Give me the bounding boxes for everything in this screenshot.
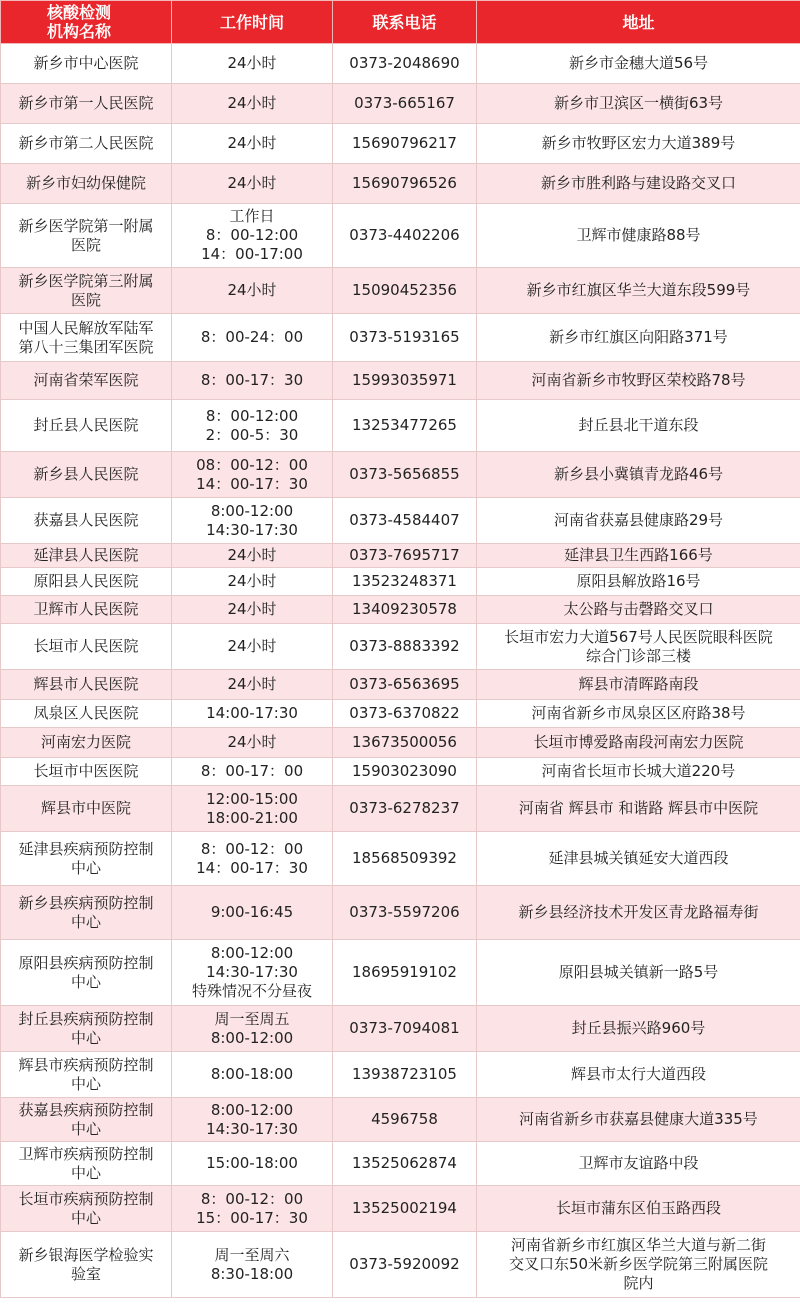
institution-name: 新乡县疾病预防控制 中心 xyxy=(1,886,172,940)
phone-number: 13523248371 xyxy=(333,568,477,596)
phone-number: 13673500056 xyxy=(333,728,477,758)
institution-name: 新乡市中心医院 xyxy=(1,44,172,84)
institution-name: 获嘉县疾病预防控制 中心 xyxy=(1,1098,172,1142)
table-row xyxy=(1,596,800,624)
working-hours: 工作日 8：00-12:00 14：00-17:00 xyxy=(172,204,333,268)
address: 新乡市红旗区向阳路371号 xyxy=(477,314,800,362)
working-hours: 24小时 xyxy=(172,164,333,204)
working-hours: 24小时 xyxy=(172,670,333,700)
working-hours: 24小时 xyxy=(172,268,333,314)
institution-name: 新乡市第一人民医院 xyxy=(1,84,172,124)
phone-number: 13525002194 xyxy=(333,1186,477,1232)
phone-number: 13938723105 xyxy=(333,1052,477,1098)
institution-name: 中国人民解放军陆军 第八十三集团军医院 xyxy=(1,314,172,362)
working-hours: 8:00-18:00 xyxy=(172,1052,333,1098)
working-hours: 8：00-12：00 14：00-17：30 xyxy=(172,832,333,886)
header-institution: 核酸检测 机构名称 xyxy=(1,1,172,44)
table-row xyxy=(1,886,800,940)
working-hours: 24小时 xyxy=(172,596,333,624)
phone-number: 4596758 xyxy=(333,1098,477,1142)
working-hours: 周一至周五 8:00-12:00 xyxy=(172,1006,333,1052)
address: 河南省新乡市红旗区华兰大道与新二街 交叉口东50米新乡医学院第三附属医院 院内 xyxy=(477,1232,800,1298)
working-hours: 8：00-17：00 xyxy=(172,758,333,786)
phone-number: 0373-7695717 xyxy=(333,544,477,568)
working-hours: 24小时 xyxy=(172,44,333,84)
phone-number: 0373-5193165 xyxy=(333,314,477,362)
phone-number: 0373-6370822 xyxy=(333,700,477,728)
address: 新乡市牧野区宏力大道389号 xyxy=(477,124,800,164)
table-row xyxy=(1,786,800,832)
header-phone: 联系电话 xyxy=(333,1,477,44)
working-hours: 24小时 xyxy=(172,624,333,670)
working-hours: 8：00-12:00 2：00-5：30 xyxy=(172,400,333,452)
table-row xyxy=(1,400,800,452)
phone-number: 0373-6563695 xyxy=(333,670,477,700)
address: 河南省获嘉县健康路29号 xyxy=(477,498,800,544)
table-row xyxy=(1,44,800,84)
table-row xyxy=(1,314,800,362)
header-address: 地址 xyxy=(477,1,800,44)
table-row xyxy=(1,670,800,700)
address: 新乡市金穗大道56号 xyxy=(477,44,800,84)
table-row xyxy=(1,544,800,568)
phone-number: 0373-4584407 xyxy=(333,498,477,544)
institution-name: 辉县市疾病预防控制 中心 xyxy=(1,1052,172,1098)
institution-name: 长垣市人民医院 xyxy=(1,624,172,670)
institution-name: 延津县人民医院 xyxy=(1,544,172,568)
working-hours: 8:00-12:00 14:30-17:30 xyxy=(172,1098,333,1142)
working-hours: 24小时 xyxy=(172,728,333,758)
working-hours: 24小时 xyxy=(172,84,333,124)
institution-name: 凤泉区人民医院 xyxy=(1,700,172,728)
working-hours: 12:00-15:00 18:00-21:00 xyxy=(172,786,333,832)
table-row xyxy=(1,1232,800,1298)
table-row xyxy=(1,1006,800,1052)
working-hours: 8：00-17：30 xyxy=(172,362,333,400)
phone-number: 0373-8883392 xyxy=(333,624,477,670)
address: 长垣市宏力大道567号人民医院眼科医院 综合门诊部三楼 xyxy=(477,624,800,670)
table-row xyxy=(1,204,800,268)
institution-name: 新乡医学院第三附属 医院 xyxy=(1,268,172,314)
institution-name: 辉县市人民医院 xyxy=(1,670,172,700)
institution-name: 获嘉县人民医院 xyxy=(1,498,172,544)
phone-number: 0373-2048690 xyxy=(333,44,477,84)
address: 封丘县振兴路960号 xyxy=(477,1006,800,1052)
phone-number: 18695919102 xyxy=(333,940,477,1006)
address: 原阳县解放路16号 xyxy=(477,568,800,596)
working-hours: 24小时 xyxy=(172,544,333,568)
table-row xyxy=(1,700,800,728)
address: 新乡县经济技术开发区青龙路福寿街 xyxy=(477,886,800,940)
institution-name: 长垣市中医医院 xyxy=(1,758,172,786)
address: 卫辉市健康路88号 xyxy=(477,204,800,268)
address: 卫辉市友谊路中段 xyxy=(477,1142,800,1186)
institution-name: 封丘县疾病预防控制 中心 xyxy=(1,1006,172,1052)
table-row xyxy=(1,728,800,758)
address: 新乡市胜利路与建设路交叉口 xyxy=(477,164,800,204)
address: 辉县市太行大道西段 xyxy=(477,1052,800,1098)
working-hours: 8:00-12:00 14:30-17:30 特殊情况不分昼夜 xyxy=(172,940,333,1006)
table-row xyxy=(1,498,800,544)
address: 长垣市博爱路南段河南宏力医院 xyxy=(477,728,800,758)
table-row xyxy=(1,758,800,786)
header-hours: 工作时间 xyxy=(172,1,333,44)
working-hours: 8：00-24：00 xyxy=(172,314,333,362)
phone-number: 0373-4402206 xyxy=(333,204,477,268)
address: 延津县卫生西路166号 xyxy=(477,544,800,568)
phone-number: 13525062874 xyxy=(333,1142,477,1186)
address: 太公路与击磬路交叉口 xyxy=(477,596,800,624)
table-row xyxy=(1,568,800,596)
phone-number: 15090452356 xyxy=(333,268,477,314)
institution-name: 河南宏力医院 xyxy=(1,728,172,758)
institution-name: 卫辉市疾病预防控制 中心 xyxy=(1,1142,172,1186)
address: 原阳县城关镇新一路5号 xyxy=(477,940,800,1006)
address: 河南省新乡市牧野区荣校路78号 xyxy=(477,362,800,400)
address: 河南省新乡市获嘉县健康大道335号 xyxy=(477,1098,800,1142)
table-row xyxy=(1,624,800,670)
phone-number: 15690796217 xyxy=(333,124,477,164)
address: 河南省长垣市长城大道220号 xyxy=(477,758,800,786)
institution-name: 长垣市疾病预防控制 中心 xyxy=(1,1186,172,1232)
phone-number: 13409230578 xyxy=(333,596,477,624)
institution-name: 新乡市第二人民医院 xyxy=(1,124,172,164)
phone-number: 15690796526 xyxy=(333,164,477,204)
address: 新乡县小冀镇青龙路46号 xyxy=(477,452,800,498)
address: 辉县市清晖路南段 xyxy=(477,670,800,700)
institution-name: 新乡县人民医院 xyxy=(1,452,172,498)
phone-number: 0373-5597206 xyxy=(333,886,477,940)
institution-name: 新乡市妇幼保健院 xyxy=(1,164,172,204)
phone-number: 13253477265 xyxy=(333,400,477,452)
address: 河南省 辉县市 和谐路 辉县市中医院 xyxy=(477,786,800,832)
institution-name: 新乡医学院第一附属 医院 xyxy=(1,204,172,268)
header-row xyxy=(1,1,800,44)
institution-name: 卫辉市人民医院 xyxy=(1,596,172,624)
institution-name: 延津县疾病预防控制 中心 xyxy=(1,832,172,886)
institution-name: 新乡银海医学检验实 验室 xyxy=(1,1232,172,1298)
working-hours: 8:00-12:00 14:30-17:30 xyxy=(172,498,333,544)
institution-name: 封丘县人民医院 xyxy=(1,400,172,452)
table-row xyxy=(1,832,800,886)
working-hours: 14:00-17:30 xyxy=(172,700,333,728)
table-row xyxy=(1,1098,800,1142)
working-hours: 8：00-12：00 15：00-17：30 xyxy=(172,1186,333,1232)
working-hours: 周一至周六 8:30-18:00 xyxy=(172,1232,333,1298)
institution-name: 辉县市中医院 xyxy=(1,786,172,832)
table-row xyxy=(1,164,800,204)
phone-number: 0373-7094081 xyxy=(333,1006,477,1052)
table-row xyxy=(1,84,800,124)
table-row xyxy=(1,1052,800,1098)
address: 延津县城关镇延安大道西段 xyxy=(477,832,800,886)
phone-number: 18568509392 xyxy=(333,832,477,886)
table-row xyxy=(1,1186,800,1232)
address: 长垣市蒲东区伯玉路西段 xyxy=(477,1186,800,1232)
institution-name: 原阳县疾病预防控制 中心 xyxy=(1,940,172,1006)
working-hours: 08：00-12：00 14：00-17：30 xyxy=(172,452,333,498)
phone-number: 0373-5920092 xyxy=(333,1232,477,1298)
phone-number: 0373-5656855 xyxy=(333,452,477,498)
table-row xyxy=(1,268,800,314)
table-row xyxy=(1,124,800,164)
working-hours: 9:00-16:45 xyxy=(172,886,333,940)
table-row xyxy=(1,452,800,498)
table-row xyxy=(1,940,800,1006)
phone-number: 15903023090 xyxy=(333,758,477,786)
phone-number: 0373-6278237 xyxy=(333,786,477,832)
address: 封丘县北干道东段 xyxy=(477,400,800,452)
working-hours: 24小时 xyxy=(172,124,333,164)
phone-number: 0373-665167 xyxy=(333,84,477,124)
address: 河南省新乡市凤泉区区府路38号 xyxy=(477,700,800,728)
institution-name: 河南省荣军医院 xyxy=(1,362,172,400)
table-row xyxy=(1,1142,800,1186)
address: 新乡市红旗区华兰大道东段599号 xyxy=(477,268,800,314)
table-row xyxy=(1,362,800,400)
working-hours: 24小时 xyxy=(172,568,333,596)
address: 新乡市卫滨区一横街63号 xyxy=(477,84,800,124)
phone-number: 15993035971 xyxy=(333,362,477,400)
working-hours: 15:00-18:00 xyxy=(172,1142,333,1186)
institution-name: 原阳县人民医院 xyxy=(1,568,172,596)
